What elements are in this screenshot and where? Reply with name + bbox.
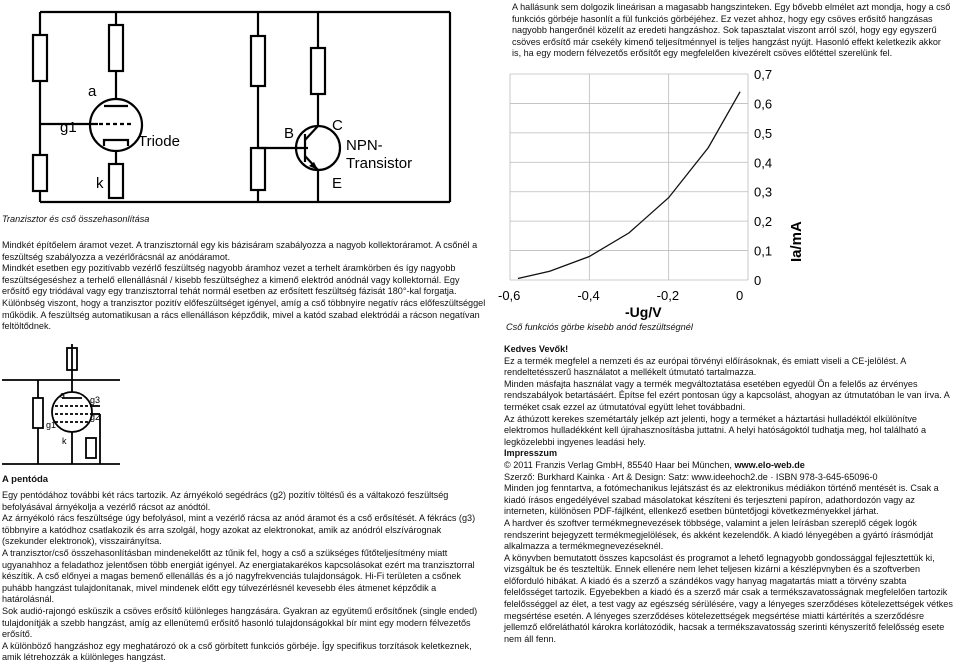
pentode-schematic (0, 340, 160, 470)
pentode-label-k: k (62, 436, 67, 446)
chart-ytick-label: 0,7 (754, 67, 773, 82)
impressum-paragraph: A hardver és szoftver termékmegnevezések többsége, valamint a jelen leírásban szereplő cégek logók rendszerint bejegyzett termékmegjelölések, és akként kezelendők. A kiadó lényegében a gyártó írásmódját alkalmazza a termékmegnevezéseknél. (504, 517, 934, 552)
chart-ytick-label: 0,5 (754, 125, 773, 141)
label-npn: NPN- (346, 137, 383, 154)
impressum-paragraph: A könyvben bemutatott összes kapcsolást és programot a lehető legnagyobb gondossággal fejlesztettük ki, vizsgáltuk be és teszteltük. Ennek ellenére nem lehet teljesen kizárni a készlépvnyben és a szoftverben előforduló hibákat. A kiadó és a szerző a szándékos vagy hanyag magatartás miatt a törvény szabta felelősséget tartozik. Egyebekben a kiadó és a szerző már csak a termékszavatosságnak megfelelően tartozik felelősséggel az élet, a test vagy az egészség sérülésére, vagy a lényeges szerződéses kötelezettségek vétkes megsértése esetén. A lényeges szerződéses kötelezettségek megsértése miatti kártérítés a szerződésre jellemző előreláthatól károkra korlátozódik, hacsak a termékszavatosság szerinti kényszerítő felelősség esete nem áll fenn. (504, 552, 953, 644)
label-transistor: Transistor (346, 155, 413, 172)
intro-text (512, 2, 952, 60)
tube-curve-chart (498, 60, 805, 330)
pentode-paragraph: Egy pentódához további két rács tartozik. Az árnyékoló segédrács (g2) pozitív töltésű és a váltakozó feszültség befolyásával árnyékolja a vezérlő rácsot az anódtól. (2, 490, 449, 512)
kedves-paragraph: Minden másfajta használat vagy a termék megváltoztatása esetében egyedül Ön a felelős az érvényes rendszabályok betartásáért. Építse fel ezért pontosan úgy a kapcsolást, ahogyan az útmutatóban le van írva. A terméket csak ezzel az útmutatóval együtt lehet továbbadni. (504, 378, 950, 412)
pentode-paragraph: Sok audió-rajongó esküszik a csöves erősítő különleges hangzására. Gyakran az együtemű erősítőnek (single ended) tulajdonítják a szebb hangzást, amíg az ellenütemű erősítő hasonló tulajdonságokkal bír mint egy modern félvezetős erősítő. (2, 605, 478, 640)
intro-paragraph: A hallásunk sem dolgozik lineárisan a magasabb hangszinteken. Egy bővebb elmélet azt mondja, hogy a cső funkciós görbéje hasonlít a fül funkciós görbéjéhez. Ez vezet ahhoz, hogy egy csöves erősítő hangzásas nagyobb hangerőnél közelít az eredeti hangzáshoz. Sok tapasztalat viszont arról szól, hogy egy egyszerű csöves erősítő már csekély kimenő teljesítménnyel is teljes hangzást nyújt. Hasonló effekt keletkezik akkor is, ha egy modern félvezetős erősítőt egy megfelelően kivezérelt csöves előtéttel szerelünk fel. (512, 2, 951, 59)
impressum-title: Impresszum (504, 448, 558, 459)
comparison-text (2, 240, 488, 333)
pentode-label-a: a (60, 390, 66, 400)
label-k: k (96, 175, 104, 192)
kedves-paragraph: Ez a termék megfelel a nemzeti és az európai törvényi előírásoknak, és emiatt viseli a CE-jelölést. A rendeltetésszerű használatot a mellékelt útmutató tartalmazza. (504, 355, 906, 378)
chart-xtick-label: 0 (736, 288, 744, 303)
label-e: E (332, 175, 343, 192)
comparison-paragraph: Mindkét építőelem áramot vezet. A tranzisztornál egy kis bázisáram szabályozza a nagyob kollektoráramot. A csőnél a feszültség szabályozza a vezérlőrácsnál az anódáramot. (2, 240, 478, 262)
chart-xtick-label: -0,2 (656, 288, 680, 303)
chart-xtick-label: -0,4 (577, 288, 600, 303)
impressum-line1 (504, 460, 956, 472)
kedves-title: Kedves Vevők! (504, 344, 569, 354)
label-triode: Triode (138, 133, 180, 150)
pentode-label-g2: g2 (90, 412, 101, 422)
chart-ytick-label: 0,3 (754, 184, 773, 200)
comparison-paragraph: Mindkét esetben egy pozitívabb vezérlő feszültség nagyobb áramhoz vezet a terhelt áramkörben és így nagyobb feszültségeséshez a terhelő ellenállásnál / kisebb feszültséghez a kimenő elektród anódnál vagy kollektornál. Egy erősítő egy triódával vagy egy tranzisztorral tehát normál esetben az erősített feszültség fázisát 180°-kal forgatja. Különbség viszont, hogy a tranzisztor pozitív előfeszültséget igényel, amíg a cső többnyire negatív rács előfeszültséggel működik. A feszültség automatikusan a rács ellenálláson képződik, mivel a katód szabad elektródái a rácson negatívan feltöltődnek. (2, 263, 486, 332)
chart-ylabel: Ia/mA (788, 221, 805, 262)
pentode-paragraph: A tranzisztor/cső összehasonlításban mindenekelőtt az tűnik fel, hogy a cső a szükséges fűtőteljesítmény miatt ugyanahhoz a feladathoz jelentősen több energiát igényel. Az energiatakarékos kapcsolásokat ezért ma tranzisztorral készítik. A cső előnyei a magas bemenő ellenállás és a jó nagyfrekvenciás tulajdonságok. Hi-Fi területen a csőnek puhább hangzást tulajdonítanak, mivel mindenek előtt egy túlvezérlésnél kevesebb éles átmenet képződik a határolásnál. (2, 547, 475, 605)
chart-ytick-label: 0,1 (754, 243, 773, 259)
label-a: a (88, 83, 97, 100)
chart-grid (510, 74, 748, 280)
impressum-paragraph: Minden jog fenntartva, a fotómechanikus lejátszást és az elektronikus médiákon történő mentését is. Csak a kiadó írásos engedélyével szabad másolatokat készíteni és terjeszteni papíron, adathordozón vagy az interneten, különösen PDF-fájlként, ellenkező esetben büntetőjogi következményekkel járhat. (504, 483, 939, 517)
label-c: C (332, 117, 343, 134)
chart-ytick-label: 0,2 (754, 214, 773, 230)
schematic-caption: Tranzisztor és cső összehasonlítása (2, 214, 150, 224)
label-b: B (284, 125, 295, 142)
chart-ytick-label: 0,4 (754, 155, 773, 171)
chart-xlabel: -Ug/V (625, 304, 662, 320)
impressum-line2: Szerző: Burkhard Kainka · Art & Design: Satz: www.ideehoch2.de · ISBN 978-3-645-65096-0 (504, 471, 878, 482)
pentode-label-g1: g1 (46, 420, 57, 430)
impressum-website[interactable]: www.elo-web.de (734, 459, 805, 470)
label-g1: g1 (60, 119, 77, 136)
chart-caption: Cső funkciós görbe kisebb anód feszültségnél (506, 322, 693, 332)
chart-ytick-label: 0,6 (754, 96, 773, 112)
chart-ytick-label: 0 (754, 273, 762, 288)
chart-tick-labels (498, 67, 772, 303)
triode-transistor-schematic (0, 0, 460, 220)
pentode-paragraph: Az árnyékoló rács feszültsége úgy befolyásol, mint a vezérlő rácsa az anód áramot és a cső erősítését. A fékrács (g3) többnyire a katódhoz csatlakozik és arra szolgál, hogy azokat az elektronokat, amik az anódról elszívárognak (szekunder elektronok), visszairányítsa. (2, 513, 476, 547)
pentode-paragraph: A különböző hangzáshoz egy meghatározó ok a cső görbített funkciós görbéje. Így specifikus torzítások keletkeznek, amik létrehozzák a különleges hangzást. (2, 640, 472, 663)
pentode-label-g3: g3 (90, 395, 101, 405)
kedves-paragraph: Az áthúzott kerekes szemétartály jelkép azt jelenti, hogy a terméket a háztartási hulladéktól elkülönítve elektromos hulladékként kell újrahasznosításba juttatni. A helyi hatóságoktól tudhatja meg, hol található a legközelebbi ingyenes leadási hely. (504, 413, 927, 447)
chart-xtick-label: -0,6 (498, 288, 521, 303)
pentode-caption: A pentóda (2, 474, 49, 485)
pentode-text (2, 490, 488, 664)
legal-text (504, 344, 956, 645)
impressum-copyright: © 2011 Franzis Verlag GmbH, 85540 Haar bei München, (504, 459, 735, 470)
